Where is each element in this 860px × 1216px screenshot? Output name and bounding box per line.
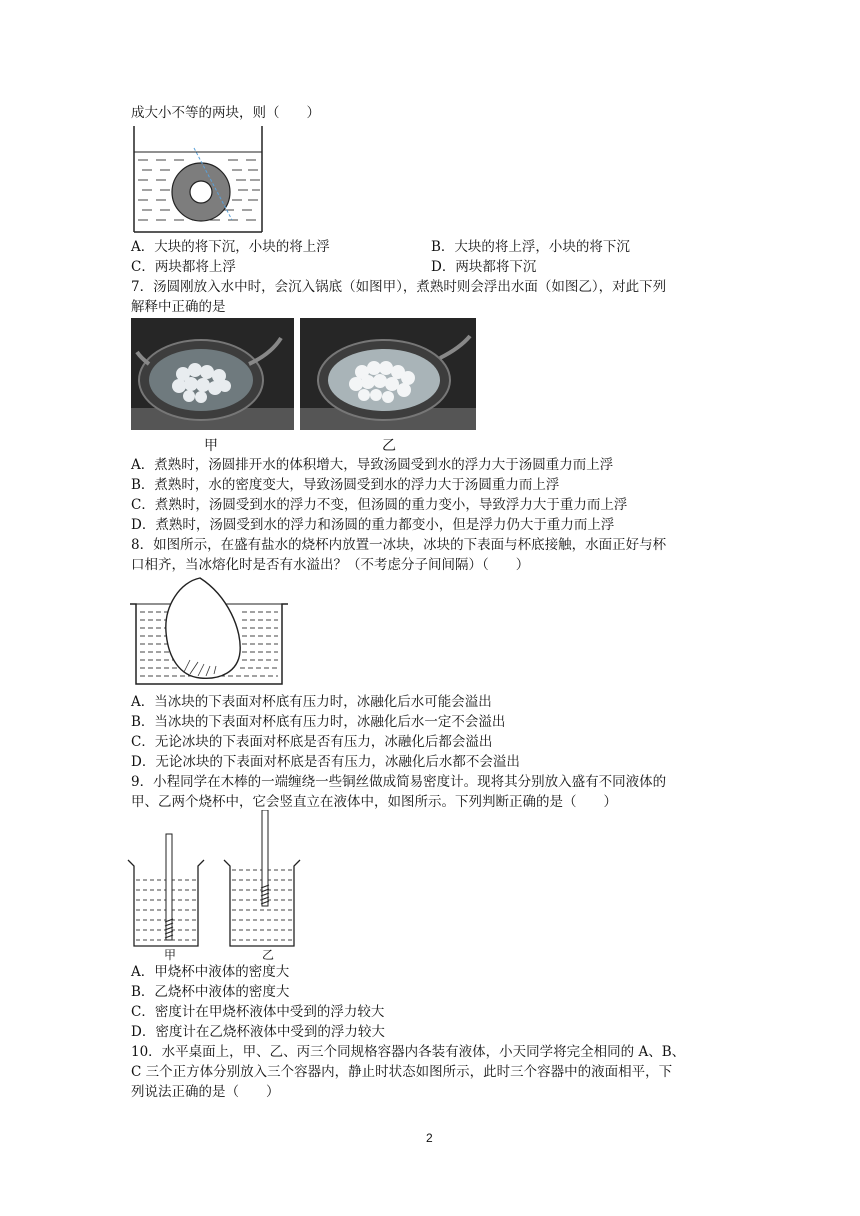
- q7-photo-wok-sinking: [131, 318, 294, 430]
- q7-label-yi: 乙: [382, 437, 396, 453]
- q8-option-c: C．无论冰块的下表面对杯底是否有压力，冰融化后都会溢出: [131, 734, 493, 750]
- q6-figure-ring-in-water: [128, 124, 268, 236]
- q9-stem-line1: 9．小程同学在木棒的一端缠绕一些铜丝做成简易密度计。现将其分别放入盛有不同液体的: [131, 774, 667, 790]
- q9-option-a: A．甲烧杯中液体的密度大: [131, 964, 290, 980]
- q8-option-b: B．当冰块的下表面对杯底有压力时，冰融化后水一定不会溢出: [131, 714, 506, 730]
- q8-figure-ice-in-beaker: [128, 576, 290, 690]
- q9-stem-line2: 甲、乙两个烧杯中，它会竖直立在液体中，如图所示。下列判断正确的是（ ）: [131, 794, 617, 810]
- q6-option-c: C．两块都将上浮: [131, 259, 236, 275]
- q9-figure-hydrometers: [126, 810, 310, 948]
- q7-option-c: C．煮熟时，汤圆受到水的浮力不变，但汤圆的重力变小，导致浮力大于重力而上浮: [131, 497, 628, 513]
- q7-stem-line2: 解释中正确的是: [131, 299, 226, 315]
- q9-option-b: B．乙烧杯中液体的密度大: [131, 984, 290, 1000]
- q9-label-yi: 乙: [262, 948, 275, 962]
- q7-photo-wok-floating: [300, 318, 476, 430]
- q10-stem-line2: C 三个正方体分别放入三个容器内，静止时状态如图所示，此时三个容器中的液面相平，下: [131, 1064, 673, 1080]
- q6-option-d: D．两块都将下沉: [431, 259, 537, 275]
- q9-option-c: C．密度计在甲烧杯液体中受到的浮力较大: [131, 1004, 385, 1020]
- q7-option-d: D．煮熟时，汤圆受到水的浮力和汤圆的重力都变小，但是浮力仍大于重力而上浮: [131, 517, 615, 533]
- q8-option-d: D．无论冰块的下表面对杯底是否有压力，冰融化后水都不会溢出: [131, 754, 520, 770]
- q9-option-d: D．密度计在乙烧杯液体中受到的浮力较大: [131, 1024, 385, 1040]
- q8-stem-line2: 口相齐，当冰熔化时是否有水溢出？（不考虑分子间间隔）（ ）: [131, 557, 530, 573]
- q7-stem-line1: 7．汤圆刚放入水中时，会沉入锅底（如图甲），煮熟时则会浮出水面（如图乙），对此下列: [131, 279, 667, 295]
- q7-option-a: A．煮熟时，汤圆排开水的体积增大，导致汤圆受到水的浮力大于汤圆重力而上浮: [131, 457, 614, 473]
- q10-stem-line3: 列说法正确的是（ ）: [131, 1084, 280, 1100]
- q7-option-b: B．煮熟时，水的密度变大，导致汤圆受到水的浮力大于汤圆重力而上浮: [131, 477, 560, 493]
- page-number: 2: [426, 1131, 433, 1145]
- q8-stem-line1: 8．如图所示，在盛有盐水的烧杯内放置一冰块，冰块的下表面与杯底接触，水面正好与杯: [131, 537, 667, 553]
- q6-stem: 成大小不等的两块，则（ ）: [131, 105, 320, 121]
- q9-label-jia: 甲: [164, 948, 177, 962]
- q10-stem-line1: 10．水平桌面上，甲、乙、丙三个同规格容器内各装有液体，小天同学将完全相同的 A、B、: [131, 1044, 686, 1060]
- q7-label-jia: 甲: [204, 437, 218, 453]
- q8-option-a: A．当冰块的下表面对杯底有压力时，冰融化后水可能会溢出: [131, 694, 492, 710]
- q6-option-b: B．大块的将上浮，小块的将下沉: [431, 239, 630, 255]
- q6-option-a: A．大块的将下沉，小块的将上浮: [131, 239, 330, 255]
